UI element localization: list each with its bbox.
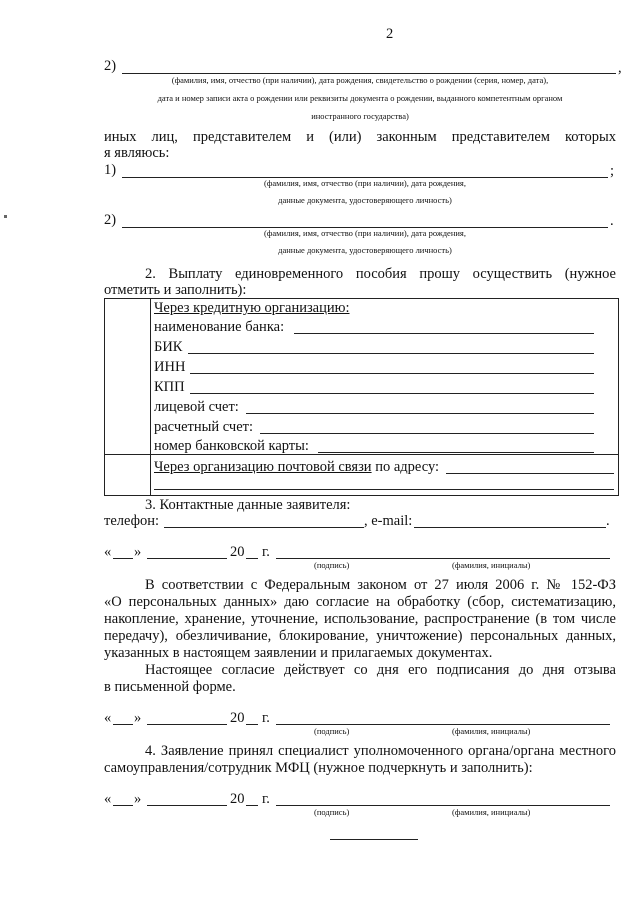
sign1-hint-signature: (подпись) bbox=[314, 560, 350, 570]
settlement-account-label: расчетный счет: bbox=[154, 419, 254, 435]
sign3-open-quote: « bbox=[104, 791, 112, 807]
rep-2-end: . bbox=[610, 213, 614, 229]
kpp-label: КПП bbox=[154, 379, 185, 395]
consent-line-3: накопление, хранение, уточнение, использование, распространение (в том числе bbox=[104, 611, 616, 627]
item-2-line[interactable] bbox=[122, 73, 616, 74]
sec4-line-1: 4. Заявление принял специалист уполномоченного органа/органа местного bbox=[145, 743, 616, 759]
table-row-divider bbox=[104, 454, 618, 455]
sign3-hint-name: (фамилия, инициалы) bbox=[452, 807, 531, 817]
hint-a3: иностранного государства) bbox=[311, 111, 409, 121]
post-heading-suffix: по адресу: bbox=[371, 459, 440, 475]
bank-name-label: наименование банка: bbox=[154, 319, 285, 335]
hint-b1: (фамилия, имя, отчество (при наличии), дата рождения, bbox=[264, 178, 466, 188]
rep-1-end: ; bbox=[610, 163, 615, 179]
hint-a1: (фамилия, имя, отчество (при наличии), дата рождения, свидетельство о рождении (серия, номер, дата), bbox=[171, 75, 549, 85]
email-end: . bbox=[606, 513, 610, 529]
rep-1-label: 1) bbox=[104, 162, 117, 178]
bik-field[interactable] bbox=[188, 353, 594, 354]
sign3-g: г. bbox=[262, 791, 270, 807]
card-number-field[interactable] bbox=[318, 452, 594, 453]
sec2-line-1: 2. Выплату единовременного пособия прошу осуществить (нужное bbox=[145, 266, 616, 282]
consent-line-4: передачу), обезличивание, блокирование, уничтожение) персональных данных, bbox=[104, 628, 616, 644]
closing-separator bbox=[330, 839, 418, 840]
consent-p2-line-1: Настоящее согласие действует со дня его подписания до дня отзыва bbox=[145, 662, 616, 678]
sign2-hint-name: (фамилия, инициалы) bbox=[452, 726, 531, 736]
page-number: 2 bbox=[386, 26, 394, 42]
sign3-year-field[interactable] bbox=[246, 805, 258, 806]
consent-line-2: «О персональных данных» даю согласие на обработку (сбор, систематизацию, bbox=[104, 594, 616, 610]
consent-p2-line-2: в письменной форме. bbox=[104, 679, 236, 695]
others-line-1: иных лиц, представителем и (или) законным представителем которых bbox=[104, 129, 616, 145]
bank-name-field[interactable] bbox=[294, 333, 594, 334]
sign3-line[interactable] bbox=[276, 805, 610, 806]
item-2-comma: , bbox=[618, 60, 622, 76]
sign2-open-quote: « bbox=[104, 710, 112, 726]
rep-2-label: 2) bbox=[104, 212, 117, 228]
kpp-field[interactable] bbox=[190, 393, 594, 394]
others-line-2: я являюсь: bbox=[104, 145, 170, 161]
inn-field[interactable] bbox=[190, 373, 594, 374]
hint-b2: данные документа, удостоверяющего личность) bbox=[278, 195, 452, 205]
item-2-label: 2) bbox=[104, 58, 117, 74]
post-heading bbox=[154, 459, 439, 475]
sec2-line-2: отметить и заполнить): bbox=[104, 282, 247, 298]
personal-account-field[interactable] bbox=[246, 413, 594, 414]
sign2-day-field[interactable] bbox=[113, 724, 133, 725]
sec4-line-2: самоуправления/сотрудник МФЦ (нужное подчеркнуть и заполнить): bbox=[104, 760, 533, 776]
sign2-line[interactable] bbox=[276, 724, 610, 725]
sign1-hint-name: (фамилия, инициалы) bbox=[452, 560, 531, 570]
personal-account-label: лицевой счет: bbox=[154, 399, 239, 415]
post-address-field-2[interactable] bbox=[154, 489, 614, 490]
hint-a2: дата и номер записи акта о рождении или реквизиты документа о рождении, выданного компетентным органом bbox=[157, 93, 563, 103]
sign2-year-field[interactable] bbox=[246, 724, 258, 725]
sign1-year-field[interactable] bbox=[246, 558, 258, 559]
post-address-field[interactable] bbox=[446, 473, 614, 474]
post-heading-underlined: Через организацию почтовой связи bbox=[154, 459, 372, 475]
phone-field[interactable] bbox=[164, 527, 364, 528]
scan-mark bbox=[4, 215, 7, 218]
sign3-close-quote: » bbox=[134, 791, 142, 807]
sign1-year-prefix: 20 bbox=[230, 544, 245, 560]
card-number-label: номер банковской карты: bbox=[154, 438, 309, 454]
phone-label: телефон: bbox=[104, 513, 160, 529]
hint-c2: данные документа, удостоверяющего личность) bbox=[278, 245, 452, 255]
sign3-hint-signature: (подпись) bbox=[314, 807, 350, 817]
sec3-heading: 3. Контактные данные заявителя: bbox=[145, 497, 351, 513]
sign1-g: г. bbox=[262, 544, 270, 560]
table-divider bbox=[150, 298, 151, 495]
sign3-year-prefix: 20 bbox=[230, 791, 245, 807]
sign2-g: г. bbox=[262, 710, 270, 726]
bik-label: БИК bbox=[154, 339, 183, 355]
consent-line-1: В соответствии с Федеральным законом от 27 июля 2006 г. № 152-ФЗ bbox=[145, 577, 616, 593]
sign2-month-field[interactable] bbox=[147, 724, 227, 725]
consent-line-5: указанных в настоящем заявлении и прилагаемых документах. bbox=[104, 645, 493, 661]
sign1-open-quote: « bbox=[104, 544, 112, 560]
sign1-close-quote: » bbox=[134, 544, 142, 560]
bank-heading: Через кредитную организацию: bbox=[154, 300, 350, 316]
sign3-month-field[interactable] bbox=[147, 805, 227, 806]
hint-c1: (фамилия, имя, отчество (при наличии), дата рождения, bbox=[264, 228, 466, 238]
sign1-line[interactable] bbox=[276, 558, 610, 559]
sign2-year-prefix: 20 bbox=[230, 710, 245, 726]
inn-label: ИНН bbox=[154, 359, 186, 375]
email-label: , e-mail: bbox=[364, 513, 413, 529]
email-field[interactable] bbox=[414, 527, 606, 528]
sign3-day-field[interactable] bbox=[113, 805, 133, 806]
settlement-account-field[interactable] bbox=[260, 433, 594, 434]
sign1-day-field[interactable] bbox=[113, 558, 133, 559]
sign2-hint-signature: (подпись) bbox=[314, 726, 350, 736]
sign2-close-quote: » bbox=[134, 710, 142, 726]
sign1-month-field[interactable] bbox=[147, 558, 227, 559]
